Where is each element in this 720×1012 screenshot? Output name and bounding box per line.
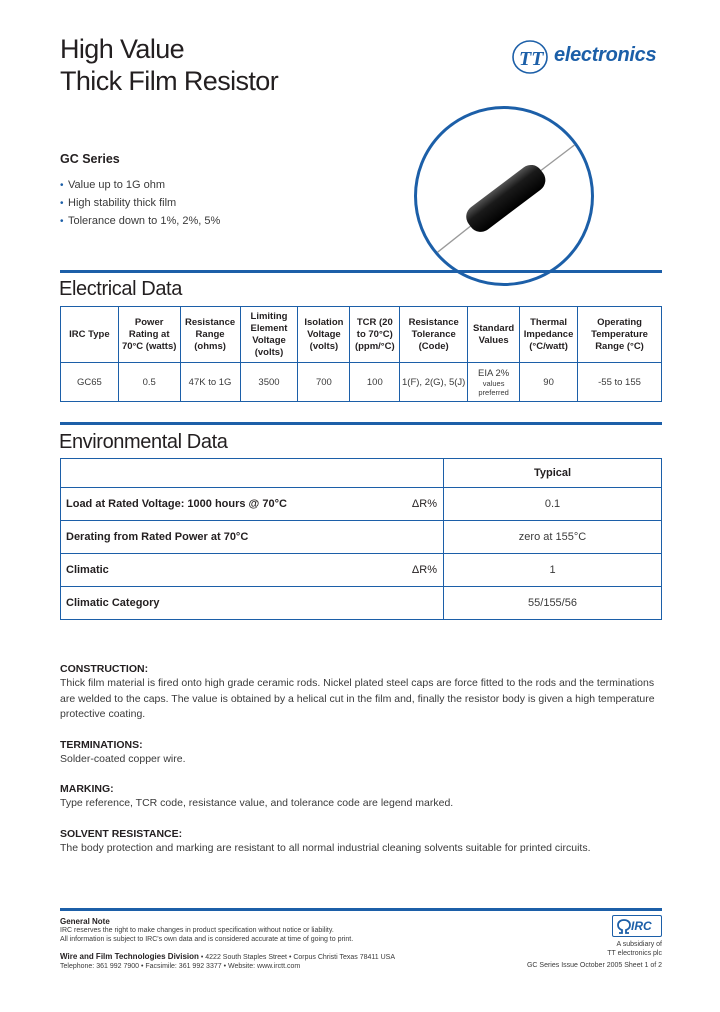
row-label: Derating from Rated Power at 70°C bbox=[61, 521, 444, 554]
col-header: Isolation Voltage (volts) bbox=[298, 307, 350, 363]
irc-logo-text: IRC bbox=[631, 919, 652, 933]
cell-tcr: 100 bbox=[350, 363, 400, 402]
std-main: EIA 2% bbox=[478, 367, 510, 379]
cell-power: 0.5 bbox=[118, 363, 180, 402]
std-sub: preferred bbox=[478, 387, 509, 397]
table-row bbox=[61, 363, 662, 402]
environmental-data-title: Environmental Data bbox=[59, 431, 228, 453]
tt-logo-icon bbox=[510, 38, 552, 76]
footer-rule bbox=[60, 908, 662, 911]
row-value: 0.1 bbox=[444, 488, 662, 521]
electrical-data-title: Electrical Data bbox=[59, 278, 182, 300]
table-header-row bbox=[61, 307, 662, 363]
irc-omega-icon bbox=[616, 918, 632, 936]
feature-item: • High stability thick film bbox=[60, 194, 220, 212]
col-header: Resistance Tolerance (Code) bbox=[400, 307, 468, 363]
row-unit: ΔR% bbox=[411, 564, 437, 576]
cell-range: 47K to 1G bbox=[180, 363, 240, 402]
division-address: • 4222 South Staples Street • Corpus Christi Texas 78411 USA bbox=[200, 954, 396, 961]
cell-limiting: 3500 bbox=[240, 363, 298, 402]
table-row bbox=[61, 521, 662, 554]
tt-electronics-logo bbox=[510, 38, 670, 76]
terminations-text: Solder-coated copper wire. bbox=[60, 752, 186, 765]
title-line-1: High Value bbox=[60, 34, 185, 64]
construction-text: Thick film material is fired onto high grade ceramic rods. Nickel plated steel caps are force fitted to the rods and the terminations are welded to the caps. The value is obtained by a helical cut in the film and, finally the resistor body is given a high temperature protective coating. bbox=[60, 677, 655, 720]
cell-standard-values bbox=[468, 363, 520, 402]
contact-line: Telephone: 361 992 7900 • Facsimile: 361 992 3377 • Website: www.irctt.com bbox=[60, 963, 301, 970]
notes-section bbox=[60, 662, 670, 856]
bullet-icon: • bbox=[60, 216, 64, 227]
col-header: Standard Values bbox=[468, 307, 520, 363]
bullet-icon: • bbox=[60, 180, 64, 191]
table-row bbox=[61, 587, 662, 620]
col-header: Limiting Element Voltage (volts) bbox=[240, 307, 298, 363]
division-title: Wire and Film Technologies Division bbox=[60, 952, 199, 961]
bullet-icon: • bbox=[60, 198, 64, 209]
cell-thermal: 90 bbox=[520, 363, 578, 402]
col-header: Thermal Impedance (°C/watt) bbox=[520, 307, 578, 363]
col-header: Resistance Range (ohms) bbox=[180, 307, 240, 363]
feature-item: • Value up to 1G ohm bbox=[60, 176, 220, 194]
row-unit: ΔR% bbox=[411, 498, 437, 510]
cell-tolerance: 1(F), 2(G), 5(J) bbox=[400, 363, 468, 402]
solvent-text: The body protection and marking are resistant to all normal industrial cleaning solvents suitable for printed circuits. bbox=[60, 841, 591, 854]
svg-text:TT: TT bbox=[519, 48, 544, 70]
row-value: 1 bbox=[444, 554, 662, 587]
logo-wordmark: electronics bbox=[554, 44, 657, 66]
col-header: TCR (20 to 70°C) (ppm/°C) bbox=[350, 307, 400, 363]
electrical-data-table bbox=[60, 306, 662, 402]
resistor-image bbox=[417, 109, 591, 283]
table-header-row bbox=[61, 459, 662, 488]
section-rule bbox=[60, 422, 662, 425]
col-header-typical: Typical bbox=[444, 459, 662, 488]
cell-temp: -55 to 155 bbox=[578, 363, 662, 402]
col-header: Operating Temperature Range (°C) bbox=[578, 307, 662, 363]
solvent-heading: SOLVENT RESISTANCE: bbox=[60, 827, 183, 840]
row-value: zero at 155°C bbox=[444, 521, 662, 554]
row-label: Climatic Category bbox=[61, 587, 444, 620]
empty-header-cell bbox=[61, 459, 444, 488]
cell-type: GC65 bbox=[61, 363, 119, 402]
row-label: Climatic ΔR% bbox=[61, 554, 444, 587]
issue-info: GC Series Issue October 2005 Sheet 1 of 2 bbox=[526, 962, 662, 969]
environmental-data-table bbox=[60, 458, 662, 620]
table-row bbox=[61, 554, 662, 587]
footer bbox=[60, 917, 500, 971]
row-value: 55/155/56 bbox=[444, 587, 662, 620]
feature-list bbox=[60, 176, 220, 230]
cell-isolation: 700 bbox=[298, 363, 350, 402]
marking-text: Type reference, TCR code, resistance value, and tolerance code are legend marked. bbox=[60, 797, 454, 809]
series-title: GC Series bbox=[60, 152, 120, 166]
col-header: IRC Type bbox=[61, 307, 119, 363]
row-label: Load at Rated Voltage: 1000 hours @ 70°C ΔR% bbox=[61, 488, 444, 521]
general-note-line: All information is subject to IRC's own data and is considered accurate at time of going to print. bbox=[60, 936, 354, 943]
division-line bbox=[60, 952, 500, 962]
terminations-heading: TERMINATIONS: bbox=[60, 738, 143, 751]
product-photo bbox=[414, 106, 594, 286]
construction-heading: CONSTRUCTION: bbox=[60, 663, 149, 675]
general-note-title: General Note bbox=[60, 917, 110, 926]
subsidiary-note: A subsidiary of TT electronics plc bbox=[607, 941, 662, 957]
marking-heading: MARKING: bbox=[60, 783, 114, 795]
page-title bbox=[60, 33, 278, 97]
irc-logo bbox=[612, 915, 662, 937]
general-note-line: IRC reserves the right to make changes in product specification without notice or liability. bbox=[60, 927, 334, 934]
feature-item: • Tolerance down to 1%, 2%, 5% bbox=[60, 212, 220, 230]
section-rule bbox=[60, 270, 662, 273]
table-row bbox=[61, 488, 662, 521]
col-header: Power Rating at 70°C (watts) bbox=[118, 307, 180, 363]
title-line-2: Thick Film Resistor bbox=[60, 66, 279, 96]
std-sub: values bbox=[482, 378, 505, 388]
